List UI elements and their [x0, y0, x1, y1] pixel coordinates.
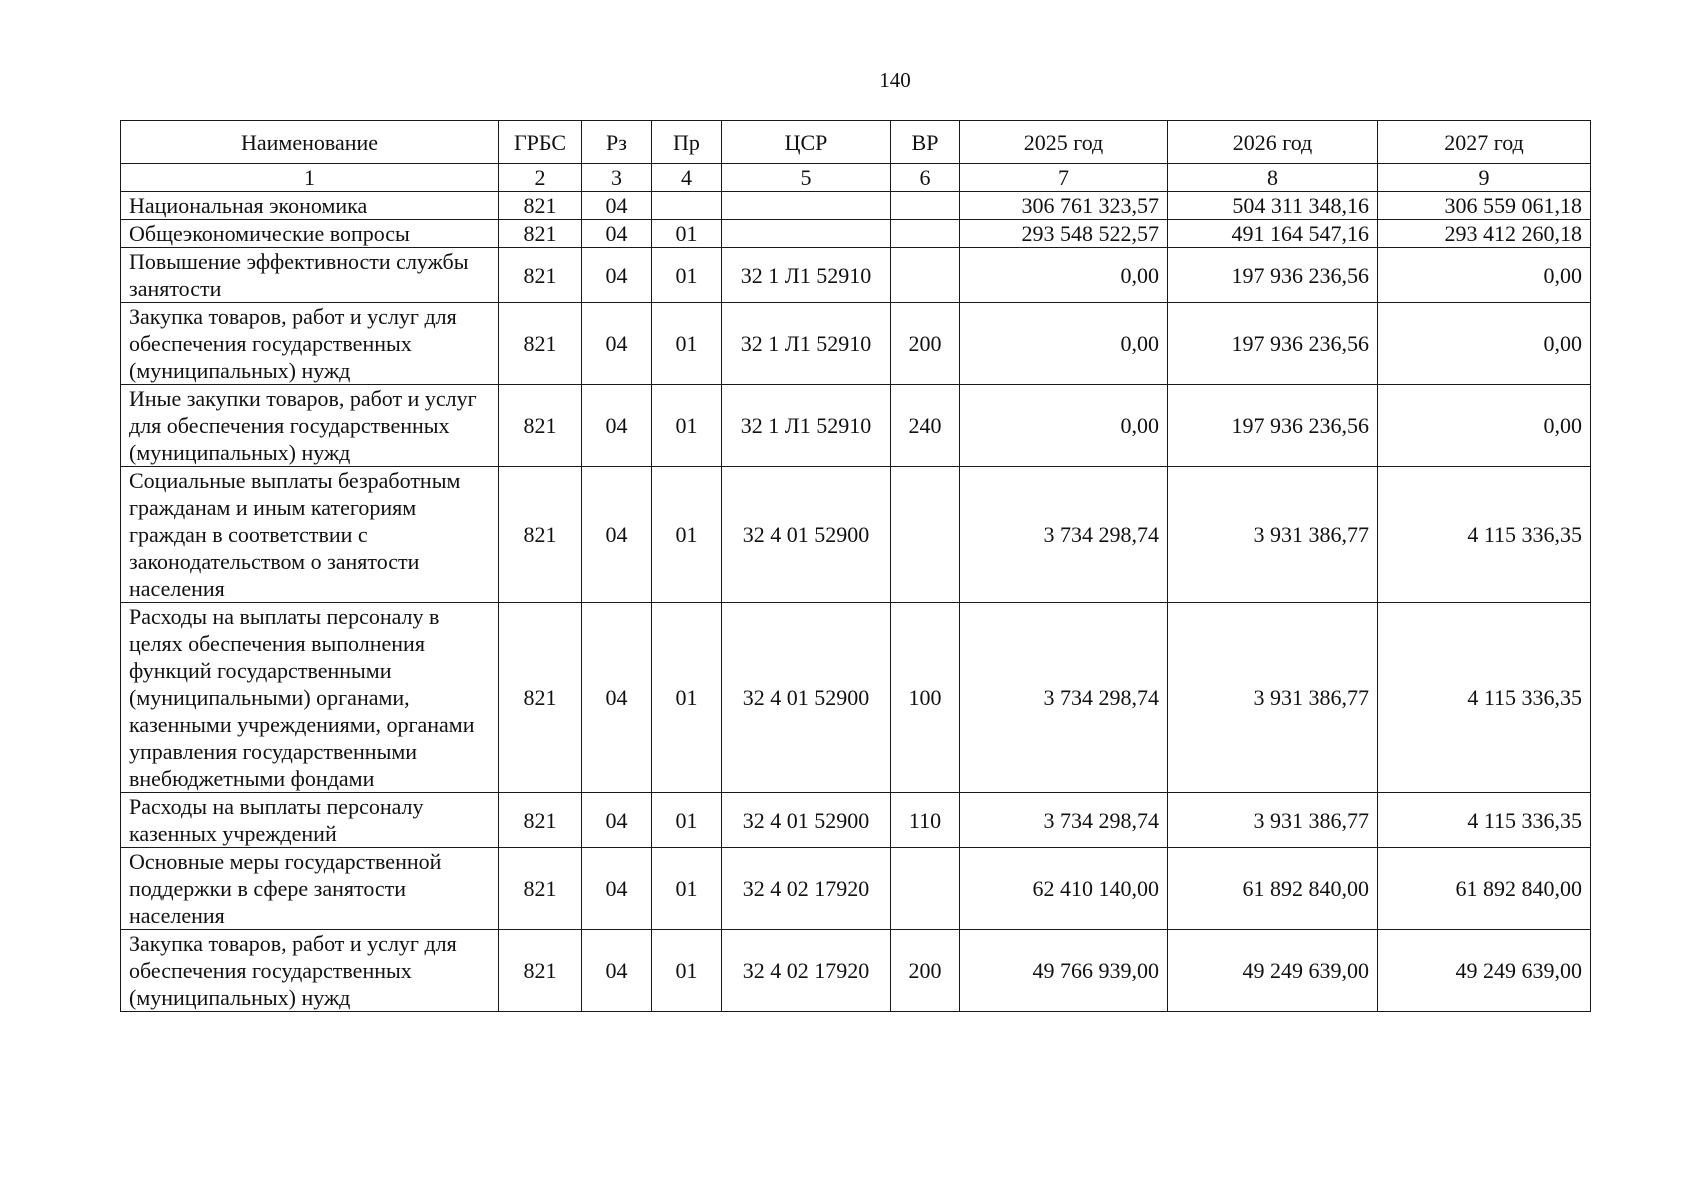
header-2026: 2026 год — [1168, 121, 1378, 164]
row-grbs: 821 — [499, 385, 582, 467]
row-pr: 01 — [652, 220, 722, 248]
row-rz: 04 — [582, 467, 652, 603]
row-grbs: 821 — [499, 303, 582, 385]
row-grbs: 821 — [499, 467, 582, 603]
row-2027: 293 412 260,18 — [1378, 220, 1591, 248]
row-grbs: 821 — [499, 192, 582, 220]
table-row — [121, 848, 1591, 930]
row-pr: 01 — [652, 848, 722, 930]
row-rz: 04 — [582, 603, 652, 793]
row-vr — [891, 467, 960, 603]
row-vr — [891, 248, 960, 303]
table-row — [121, 930, 1591, 1012]
row-pr: 01 — [652, 930, 722, 1012]
row-2027: 4 115 336,35 — [1378, 793, 1591, 848]
table-row — [121, 467, 1591, 603]
row-2026: 491 164 547,16 — [1168, 220, 1378, 248]
table-row — [121, 793, 1591, 848]
row-vr — [891, 192, 960, 220]
row-grbs: 821 — [499, 603, 582, 793]
row-grbs: 821 — [499, 248, 582, 303]
row-2027: 61 892 840,00 — [1378, 848, 1591, 930]
row-name: Основные меры государственной поддержки в сфере занятости населения — [121, 848, 499, 930]
column-number: 5 — [722, 164, 891, 192]
row-2025: 0,00 — [960, 385, 1168, 467]
row-2026: 3 931 386,77 — [1168, 793, 1378, 848]
row-2027: 0,00 — [1378, 248, 1591, 303]
row-2026: 61 892 840,00 — [1168, 848, 1378, 930]
row-rz: 04 — [582, 930, 652, 1012]
row-2026: 197 936 236,56 — [1168, 248, 1378, 303]
row-2025: 0,00 — [960, 303, 1168, 385]
row-rz: 04 — [582, 848, 652, 930]
column-number: 8 — [1168, 164, 1378, 192]
row-vr: 200 — [891, 303, 960, 385]
header-vr: ВР — [891, 121, 960, 164]
row-2025: 62 410 140,00 — [960, 848, 1168, 930]
column-number: 1 — [121, 164, 499, 192]
row-name: Закупка товаров, работ и услуг для обеспечения государственных (муниципальных) нужд — [121, 930, 499, 1012]
column-number: 7 — [960, 164, 1168, 192]
row-2025: 3 734 298,74 — [960, 467, 1168, 603]
row-vr — [891, 848, 960, 930]
row-2026: 197 936 236,56 — [1168, 303, 1378, 385]
row-csr: 32 4 02 17920 — [722, 930, 891, 1012]
table-row — [121, 303, 1591, 385]
row-2025: 3 734 298,74 — [960, 793, 1168, 848]
row-rz: 04 — [582, 303, 652, 385]
column-number: 6 — [891, 164, 960, 192]
row-csr: 32 4 02 17920 — [722, 848, 891, 930]
row-name: Повышение эффективности службы занятости — [121, 248, 499, 303]
row-vr — [891, 220, 960, 248]
column-number: 4 — [652, 164, 722, 192]
row-pr: 01 — [652, 303, 722, 385]
row-2025: 293 548 522,57 — [960, 220, 1168, 248]
header-name: Наименование — [121, 121, 499, 164]
header-row — [121, 121, 1591, 164]
row-name: Иные закупки товаров, работ и услуг для обеспечения государственных (муниципальных) нужд — [121, 385, 499, 467]
row-csr — [722, 192, 891, 220]
table-row — [121, 248, 1591, 303]
row-2027: 0,00 — [1378, 303, 1591, 385]
header-csr: ЦСР — [722, 121, 891, 164]
page-number: 140 — [879, 68, 911, 92]
row-2026: 49 249 639,00 — [1168, 930, 1378, 1012]
row-2027: 306 559 061,18 — [1378, 192, 1591, 220]
row-2026: 3 931 386,77 — [1168, 603, 1378, 793]
row-2025: 3 734 298,74 — [960, 603, 1168, 793]
header-2027: 2027 год — [1378, 121, 1591, 164]
table-row — [121, 603, 1591, 793]
row-name: Расходы на выплаты персоналу в целях обеспечения выполнения функций государственными (муниципальными) органами, казенными учреждениями, органами управления государственными внебюджетными фондами — [121, 603, 499, 793]
row-name: Закупка товаров, работ и услуг для обеспечения государственных (муниципальных) нужд — [121, 303, 499, 385]
row-grbs: 821 — [499, 220, 582, 248]
row-pr: 01 — [652, 467, 722, 603]
row-name: Расходы на выплаты персоналу казенных учреждений — [121, 793, 499, 848]
row-2027: 4 115 336,35 — [1378, 603, 1591, 793]
row-csr: 32 1 Л1 52910 — [722, 303, 891, 385]
row-grbs: 821 — [499, 848, 582, 930]
row-csr: 32 1 Л1 52910 — [722, 248, 891, 303]
row-2025: 49 766 939,00 — [960, 930, 1168, 1012]
row-vr: 240 — [891, 385, 960, 467]
row-grbs: 821 — [499, 930, 582, 1012]
row-rz: 04 — [582, 220, 652, 248]
row-csr: 32 4 01 52900 — [722, 603, 891, 793]
row-rz: 04 — [582, 248, 652, 303]
table-row — [121, 220, 1591, 248]
header-rz: Рз — [582, 121, 652, 164]
row-2027: 0,00 — [1378, 385, 1591, 467]
row-pr: 01 — [652, 603, 722, 793]
row-csr — [722, 220, 891, 248]
budget-table — [120, 120, 1591, 1012]
row-2027: 49 249 639,00 — [1378, 930, 1591, 1012]
row-vr: 200 — [891, 930, 960, 1012]
row-vr: 110 — [891, 793, 960, 848]
column-number: 9 — [1378, 164, 1591, 192]
row-2027: 4 115 336,35 — [1378, 467, 1591, 603]
row-rz: 04 — [582, 385, 652, 467]
column-number: 2 — [499, 164, 582, 192]
row-pr — [652, 192, 722, 220]
row-2025: 0,00 — [960, 248, 1168, 303]
column-number-row — [121, 164, 1591, 192]
row-rz: 04 — [582, 192, 652, 220]
table-row — [121, 192, 1591, 220]
row-pr: 01 — [652, 385, 722, 467]
row-csr: 32 4 01 52900 — [722, 793, 891, 848]
row-rz: 04 — [582, 793, 652, 848]
row-2026: 197 936 236,56 — [1168, 385, 1378, 467]
header-2025: 2025 год — [960, 121, 1168, 164]
row-2026: 504 311 348,16 — [1168, 192, 1378, 220]
header-grbs: ГРБС — [499, 121, 582, 164]
table-row — [121, 385, 1591, 467]
row-2025: 306 761 323,57 — [960, 192, 1168, 220]
column-number: 3 — [582, 164, 652, 192]
row-grbs: 821 — [499, 793, 582, 848]
row-name: Социальные выплаты безработным гражданам и иным категориям граждан в соответствии с законодательством о занятости населения — [121, 467, 499, 603]
row-pr: 01 — [652, 248, 722, 303]
row-csr: 32 1 Л1 52910 — [722, 385, 891, 467]
row-csr: 32 4 01 52900 — [722, 467, 891, 603]
header-pr: Пр — [652, 121, 722, 164]
row-name: Общеэкономические вопросы — [121, 220, 499, 248]
row-name: Национальная экономика — [121, 192, 499, 220]
row-pr: 01 — [652, 793, 722, 848]
row-vr: 100 — [891, 603, 960, 793]
row-2026: 3 931 386,77 — [1168, 467, 1378, 603]
